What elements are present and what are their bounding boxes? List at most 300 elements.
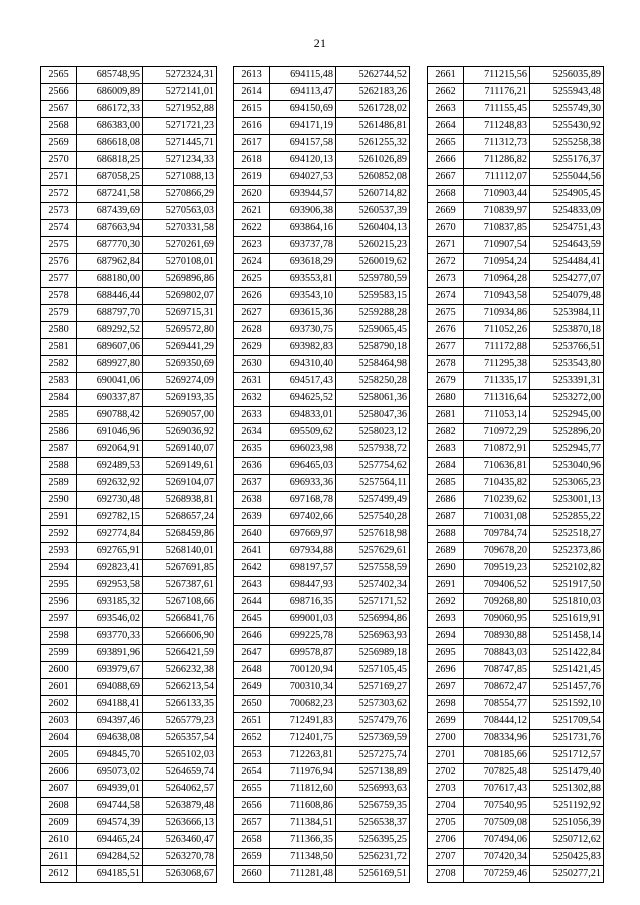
point-number-cell: 2609 <box>41 815 77 832</box>
x-coordinate-cell: 687058,25 <box>77 169 143 186</box>
table-row <box>41 747 217 764</box>
table-row <box>41 492 217 509</box>
table-row <box>41 186 217 203</box>
y-coordinate-cell: 5251592,10 <box>530 696 604 713</box>
table-row <box>428 832 604 849</box>
y-coordinate-cell: 5253272,00 <box>530 390 604 407</box>
y-coordinate-cell: 5257540,28 <box>336 509 410 526</box>
table-row <box>428 305 604 322</box>
y-coordinate-cell: 5256963,93 <box>336 628 410 645</box>
table-row <box>234 815 410 832</box>
point-number-cell: 2695 <box>428 645 464 662</box>
table-row <box>234 849 410 866</box>
y-coordinate-cell: 5253870,18 <box>530 322 604 339</box>
x-coordinate-cell: 685748,95 <box>77 67 143 84</box>
table-row <box>234 713 410 730</box>
y-coordinate-cell: 5260215,23 <box>336 237 410 254</box>
y-coordinate-cell: 5269274,09 <box>143 373 217 390</box>
point-number-cell: 2653 <box>234 747 270 764</box>
x-coordinate-cell: 696023,98 <box>270 441 336 458</box>
x-coordinate-cell: 707420,34 <box>464 849 530 866</box>
table-row <box>428 424 604 441</box>
point-number-cell: 2697 <box>428 679 464 696</box>
y-coordinate-cell: 5256169,51 <box>336 866 410 883</box>
table-row <box>41 866 217 883</box>
y-coordinate-cell: 5252896,20 <box>530 424 604 441</box>
y-coordinate-cell: 5255430,92 <box>530 118 604 135</box>
point-number-cell: 2615 <box>234 101 270 118</box>
x-coordinate-cell: 693730,75 <box>270 322 336 339</box>
y-coordinate-cell: 5269441,29 <box>143 339 217 356</box>
x-coordinate-cell: 708554,77 <box>464 696 530 713</box>
table-row <box>234 866 410 883</box>
y-coordinate-cell: 5259065,45 <box>336 322 410 339</box>
x-coordinate-cell: 696465,03 <box>270 458 336 475</box>
x-coordinate-cell: 698447,93 <box>270 577 336 594</box>
table-row <box>234 373 410 390</box>
table-row <box>234 407 410 424</box>
x-coordinate-cell: 689607,06 <box>77 339 143 356</box>
point-number-cell: 2614 <box>234 84 270 101</box>
table-row <box>234 424 410 441</box>
y-coordinate-cell: 5252945,00 <box>530 407 604 424</box>
point-number-cell: 2627 <box>234 305 270 322</box>
point-number-cell: 2664 <box>428 118 464 135</box>
table-row <box>234 118 410 135</box>
point-number-cell: 2650 <box>234 696 270 713</box>
x-coordinate-cell: 700120,94 <box>270 662 336 679</box>
table-row <box>234 356 410 373</box>
y-coordinate-cell: 5263068,67 <box>143 866 217 883</box>
point-number-cell: 2629 <box>234 339 270 356</box>
x-coordinate-cell: 711366,35 <box>270 832 336 849</box>
point-number-cell: 2584 <box>41 390 77 407</box>
y-coordinate-cell: 5264659,74 <box>143 764 217 781</box>
point-number-cell: 2578 <box>41 288 77 305</box>
table-row <box>41 849 217 866</box>
x-coordinate-cell: 696933,36 <box>270 475 336 492</box>
table-row <box>428 560 604 577</box>
table-row <box>428 186 604 203</box>
y-coordinate-cell: 5270331,58 <box>143 220 217 237</box>
table-row <box>428 577 604 594</box>
x-coordinate-cell: 693982,83 <box>270 339 336 356</box>
point-number-cell: 2704 <box>428 798 464 815</box>
point-number-cell: 2606 <box>41 764 77 781</box>
y-coordinate-cell: 5271952,88 <box>143 101 217 118</box>
table-row <box>234 662 410 679</box>
point-number-cell: 2677 <box>428 339 464 356</box>
table-row <box>41 509 217 526</box>
table-row <box>41 254 217 271</box>
y-coordinate-cell: 5270108,01 <box>143 254 217 271</box>
x-coordinate-cell: 700682,23 <box>270 696 336 713</box>
x-coordinate-cell: 709268,80 <box>464 594 530 611</box>
y-coordinate-cell: 5269057,00 <box>143 407 217 424</box>
table-row <box>234 509 410 526</box>
table-row <box>41 305 217 322</box>
table-row <box>41 407 217 424</box>
y-coordinate-cell: 5272141,01 <box>143 84 217 101</box>
point-number-cell: 2649 <box>234 679 270 696</box>
x-coordinate-cell: 692774,84 <box>77 526 143 543</box>
point-number-cell: 2682 <box>428 424 464 441</box>
table-row <box>41 679 217 696</box>
point-number-cell: 2636 <box>234 458 270 475</box>
x-coordinate-cell: 709406,52 <box>464 577 530 594</box>
point-number-cell: 2707 <box>428 849 464 866</box>
point-number-cell: 2663 <box>428 101 464 118</box>
point-number-cell: 2689 <box>428 543 464 560</box>
table-row <box>428 135 604 152</box>
table-row <box>41 645 217 662</box>
table-row <box>41 424 217 441</box>
point-number-cell: 2608 <box>41 798 77 815</box>
x-coordinate-cell: 707540,95 <box>464 798 530 815</box>
x-coordinate-cell: 709784,74 <box>464 526 530 543</box>
y-coordinate-cell: 5266421,59 <box>143 645 217 662</box>
table-row <box>41 781 217 798</box>
x-coordinate-cell: 694027,53 <box>270 169 336 186</box>
table-row <box>234 186 410 203</box>
point-number-cell: 2656 <box>234 798 270 815</box>
table-row <box>41 662 217 679</box>
point-number-cell: 2687 <box>428 509 464 526</box>
y-coordinate-cell: 5268140,01 <box>143 543 217 560</box>
y-coordinate-cell: 5269036,92 <box>143 424 217 441</box>
point-number-cell: 2585 <box>41 407 77 424</box>
x-coordinate-cell: 699225,78 <box>270 628 336 645</box>
x-coordinate-cell: 711248,83 <box>464 118 530 135</box>
point-number-cell: 2679 <box>428 373 464 390</box>
table-row <box>234 169 410 186</box>
x-coordinate-cell: 711053,14 <box>464 407 530 424</box>
y-coordinate-cell: 5267387,61 <box>143 577 217 594</box>
point-number-cell: 2676 <box>428 322 464 339</box>
y-coordinate-cell: 5251457,76 <box>530 679 604 696</box>
table-row <box>234 67 410 84</box>
y-coordinate-cell: 5256395,25 <box>336 832 410 849</box>
point-number-cell: 2692 <box>428 594 464 611</box>
y-coordinate-cell: 5266133,35 <box>143 696 217 713</box>
x-coordinate-cell: 694574,39 <box>77 815 143 832</box>
point-number-cell: 2607 <box>41 781 77 798</box>
x-coordinate-cell: 694939,01 <box>77 781 143 798</box>
x-coordinate-cell: 711215,56 <box>464 67 530 84</box>
table-row <box>234 271 410 288</box>
x-coordinate-cell: 711335,17 <box>464 373 530 390</box>
point-number-cell: 2598 <box>41 628 77 645</box>
point-number-cell: 2640 <box>234 526 270 543</box>
table-row <box>428 611 604 628</box>
point-number-cell: 2698 <box>428 696 464 713</box>
x-coordinate-cell: 687439,69 <box>77 203 143 220</box>
point-number-cell: 2623 <box>234 237 270 254</box>
point-number-cell: 2631 <box>234 373 270 390</box>
y-coordinate-cell: 5251458,14 <box>530 628 604 645</box>
x-coordinate-cell: 708672,47 <box>464 679 530 696</box>
table-row <box>234 832 410 849</box>
x-coordinate-cell: 688797,70 <box>77 305 143 322</box>
x-coordinate-cell: 691046,96 <box>77 424 143 441</box>
table-row <box>41 152 217 169</box>
x-coordinate-cell: 708930,88 <box>464 628 530 645</box>
y-coordinate-cell: 5271721,23 <box>143 118 217 135</box>
y-coordinate-cell: 5253984,11 <box>530 305 604 322</box>
y-coordinate-cell: 5260019,62 <box>336 254 410 271</box>
x-coordinate-cell: 709678,20 <box>464 543 530 560</box>
point-number-cell: 2572 <box>41 186 77 203</box>
table-row <box>428 628 604 645</box>
y-coordinate-cell: 5251302,88 <box>530 781 604 798</box>
point-number-cell: 2576 <box>41 254 77 271</box>
x-coordinate-cell: 711295,38 <box>464 356 530 373</box>
y-coordinate-cell: 5266841,76 <box>143 611 217 628</box>
point-number-cell: 2658 <box>234 832 270 849</box>
x-coordinate-cell: 694638,08 <box>77 730 143 747</box>
point-number-cell: 2639 <box>234 509 270 526</box>
point-number-cell: 2673 <box>428 271 464 288</box>
table-row <box>428 220 604 237</box>
point-number-cell: 2675 <box>428 305 464 322</box>
x-coordinate-cell: 694284,52 <box>77 849 143 866</box>
point-number-cell: 2643 <box>234 577 270 594</box>
y-coordinate-cell: 5251619,91 <box>530 611 604 628</box>
point-number-cell: 2633 <box>234 407 270 424</box>
y-coordinate-cell: 5257618,98 <box>336 526 410 543</box>
y-coordinate-cell: 5265779,23 <box>143 713 217 730</box>
point-number-cell: 2685 <box>428 475 464 492</box>
table-row <box>234 628 410 645</box>
table-row <box>428 526 604 543</box>
point-number-cell: 2599 <box>41 645 77 662</box>
x-coordinate-cell: 698197,57 <box>270 560 336 577</box>
table-row <box>41 441 217 458</box>
x-coordinate-cell: 694465,24 <box>77 832 143 849</box>
x-coordinate-cell: 686618,08 <box>77 135 143 152</box>
y-coordinate-cell: 5258790,18 <box>336 339 410 356</box>
y-coordinate-cell: 5269715,31 <box>143 305 217 322</box>
table-row <box>234 135 410 152</box>
point-number-cell: 2591 <box>41 509 77 526</box>
table-row <box>428 101 604 118</box>
table-row <box>41 764 217 781</box>
point-number-cell: 2618 <box>234 152 270 169</box>
table-row <box>428 390 604 407</box>
table-row <box>428 730 604 747</box>
y-coordinate-cell: 5255749,30 <box>530 101 604 118</box>
y-coordinate-cell: 5252855,22 <box>530 509 604 526</box>
y-coordinate-cell: 5256231,72 <box>336 849 410 866</box>
table-row <box>428 798 604 815</box>
point-number-cell: 2611 <box>41 849 77 866</box>
x-coordinate-cell: 687663,94 <box>77 220 143 237</box>
x-coordinate-cell: 710031,08 <box>464 509 530 526</box>
point-number-cell: 2602 <box>41 696 77 713</box>
page-number: 21 <box>313 36 327 50</box>
y-coordinate-cell: 5258023,12 <box>336 424 410 441</box>
table-row <box>41 322 217 339</box>
x-coordinate-cell: 689927,80 <box>77 356 143 373</box>
y-coordinate-cell: 5251917,50 <box>530 577 604 594</box>
y-coordinate-cell: 5253766,51 <box>530 339 604 356</box>
table-row <box>41 135 217 152</box>
point-number-cell: 2583 <box>41 373 77 390</box>
y-coordinate-cell: 5265357,54 <box>143 730 217 747</box>
x-coordinate-cell: 710903,44 <box>464 186 530 203</box>
x-coordinate-cell: 693546,02 <box>77 611 143 628</box>
x-coordinate-cell: 708843,03 <box>464 645 530 662</box>
point-number-cell: 2690 <box>428 560 464 577</box>
x-coordinate-cell: 707509,08 <box>464 815 530 832</box>
point-number-cell: 2579 <box>41 305 77 322</box>
table-row <box>428 696 604 713</box>
table-row <box>234 645 410 662</box>
point-number-cell: 2593 <box>41 543 77 560</box>
y-coordinate-cell: 5250277,21 <box>530 866 604 883</box>
y-coordinate-cell: 5253040,96 <box>530 458 604 475</box>
point-number-cell: 2605 <box>41 747 77 764</box>
table-row <box>41 288 217 305</box>
x-coordinate-cell: 694171,19 <box>270 118 336 135</box>
point-number-cell: 2672 <box>428 254 464 271</box>
y-coordinate-cell: 5257479,76 <box>336 713 410 730</box>
point-number-cell: 2601 <box>41 679 77 696</box>
point-number-cell: 2596 <box>41 594 77 611</box>
point-number-cell: 2574 <box>41 220 77 237</box>
table-row <box>234 526 410 543</box>
x-coordinate-cell: 694845,70 <box>77 747 143 764</box>
table-row <box>234 611 410 628</box>
point-number-cell: 2665 <box>428 135 464 152</box>
point-number-cell: 2652 <box>234 730 270 747</box>
table-row <box>41 560 217 577</box>
point-number-cell: 2637 <box>234 475 270 492</box>
y-coordinate-cell: 5257275,74 <box>336 747 410 764</box>
y-coordinate-cell: 5251712,57 <box>530 747 604 764</box>
y-coordinate-cell: 5266606,90 <box>143 628 217 645</box>
table-row <box>428 118 604 135</box>
point-number-cell: 2688 <box>428 526 464 543</box>
y-coordinate-cell: 5263666,13 <box>143 815 217 832</box>
y-coordinate-cell: 5252373,86 <box>530 543 604 560</box>
table-row <box>428 237 604 254</box>
table-row <box>428 781 604 798</box>
x-coordinate-cell: 693737,78 <box>270 237 336 254</box>
y-coordinate-cell: 5263270,78 <box>143 849 217 866</box>
table-row <box>41 628 217 645</box>
table-row <box>428 203 604 220</box>
point-number-cell: 2651 <box>234 713 270 730</box>
table-row <box>428 339 604 356</box>
y-coordinate-cell: 5261486,81 <box>336 118 410 135</box>
y-coordinate-cell: 5257171,52 <box>336 594 410 611</box>
y-coordinate-cell: 5251731,76 <box>530 730 604 747</box>
x-coordinate-cell: 711155,45 <box>464 101 530 118</box>
x-coordinate-cell: 686172,33 <box>77 101 143 118</box>
y-coordinate-cell: 5251709,54 <box>530 713 604 730</box>
table-row <box>234 577 410 594</box>
table-row <box>428 84 604 101</box>
x-coordinate-cell: 710839,97 <box>464 203 530 220</box>
table-row <box>428 849 604 866</box>
y-coordinate-cell: 5264062,57 <box>143 781 217 798</box>
x-coordinate-cell: 694113,47 <box>270 84 336 101</box>
x-coordinate-cell: 689292,52 <box>77 322 143 339</box>
x-coordinate-cell: 697669,97 <box>270 526 336 543</box>
x-coordinate-cell: 693185,32 <box>77 594 143 611</box>
point-number-cell: 2619 <box>234 169 270 186</box>
x-coordinate-cell: 711312,73 <box>464 135 530 152</box>
point-number-cell: 2647 <box>234 645 270 662</box>
x-coordinate-cell: 693618,29 <box>270 254 336 271</box>
y-coordinate-cell: 5269896,86 <box>143 271 217 288</box>
table-row <box>41 713 217 730</box>
x-coordinate-cell: 693944,57 <box>270 186 336 203</box>
x-coordinate-cell: 710907,54 <box>464 237 530 254</box>
x-coordinate-cell: 711384,51 <box>270 815 336 832</box>
table-row <box>41 390 217 407</box>
x-coordinate-cell: 694185,51 <box>77 866 143 883</box>
point-number-cell: 2588 <box>41 458 77 475</box>
table-row <box>41 339 217 356</box>
y-coordinate-cell: 5257402,34 <box>336 577 410 594</box>
table-row <box>234 237 410 254</box>
table-row <box>428 67 604 84</box>
x-coordinate-cell: 712401,75 <box>270 730 336 747</box>
table-row <box>41 730 217 747</box>
table-row <box>428 662 604 679</box>
table-row <box>41 815 217 832</box>
table-row <box>41 696 217 713</box>
y-coordinate-cell: 5251810,03 <box>530 594 604 611</box>
x-coordinate-cell: 690337,87 <box>77 390 143 407</box>
point-number-cell: 2641 <box>234 543 270 560</box>
y-coordinate-cell: 5260537,39 <box>336 203 410 220</box>
x-coordinate-cell: 700310,34 <box>270 679 336 696</box>
y-coordinate-cell: 5270866,29 <box>143 186 217 203</box>
y-coordinate-cell: 5256035,89 <box>530 67 604 84</box>
x-coordinate-cell: 710943,58 <box>464 288 530 305</box>
x-coordinate-cell: 694188,41 <box>77 696 143 713</box>
point-number-cell: 2702 <box>428 764 464 781</box>
x-coordinate-cell: 697402,66 <box>270 509 336 526</box>
x-coordinate-cell: 712491,83 <box>270 713 336 730</box>
point-number-cell: 2683 <box>428 441 464 458</box>
table-row <box>234 458 410 475</box>
y-coordinate-cell: 5253065,23 <box>530 475 604 492</box>
table-row <box>428 492 604 509</box>
point-number-cell: 2575 <box>41 237 77 254</box>
table-row <box>234 696 410 713</box>
point-number-cell: 2571 <box>41 169 77 186</box>
x-coordinate-cell: 710636,81 <box>464 458 530 475</box>
point-number-cell: 2577 <box>41 271 77 288</box>
x-coordinate-cell: 692953,58 <box>77 577 143 594</box>
x-coordinate-cell: 693770,33 <box>77 628 143 645</box>
x-coordinate-cell: 711348,50 <box>270 849 336 866</box>
x-coordinate-cell: 693864,16 <box>270 220 336 237</box>
point-number-cell: 2701 <box>428 747 464 764</box>
table-row <box>428 254 604 271</box>
y-coordinate-cell: 5269802,07 <box>143 288 217 305</box>
table-row <box>41 84 217 101</box>
table-row <box>428 594 604 611</box>
x-coordinate-cell: 711976,94 <box>270 764 336 781</box>
x-coordinate-cell: 694310,40 <box>270 356 336 373</box>
point-number-cell: 2613 <box>234 67 270 84</box>
y-coordinate-cell: 5266232,38 <box>143 662 217 679</box>
